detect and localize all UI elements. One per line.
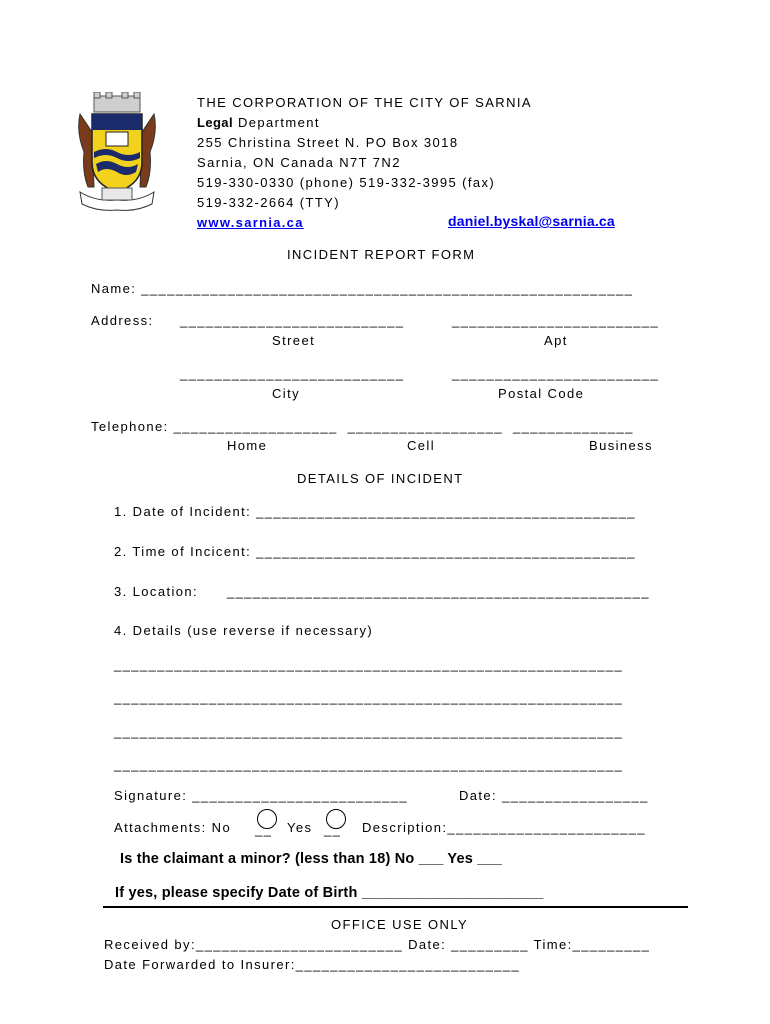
location-input[interactable]: _________________________________________________ <box>227 584 650 599</box>
attachments-no-label: Attachments: No <box>114 820 232 835</box>
postal-input[interactable]: ________________________ <box>452 366 660 381</box>
signature-field[interactable]: Signature: _________________________ <box>114 788 409 803</box>
incident-date-field[interactable]: 1. Date of Incident: ____________________________________________ <box>114 504 636 519</box>
postal-caption: Postal Code <box>498 386 585 401</box>
apt-caption: Apt <box>544 333 568 348</box>
incident-time-field[interactable]: 2. Time of Incicent: ____________________________________________ <box>114 544 636 559</box>
business-caption: Business <box>589 438 653 453</box>
form-title: INCIDENT REPORT FORM <box>287 247 476 262</box>
office-use-title: OFFICE USE ONLY <box>331 917 469 932</box>
department-bold: Legal <box>197 115 233 130</box>
city-input[interactable]: __________________________ <box>180 366 405 381</box>
minor-question[interactable]: Is the claimant a minor? (less than 18) No ___ Yes ___ <box>120 851 503 867</box>
attachments-no-blank: __ <box>255 822 273 837</box>
city-caption: City <box>272 386 300 401</box>
department <box>197 115 320 130</box>
received-by-field[interactable]: Received by:________________________ Date: _________ Time:_________ <box>104 937 651 952</box>
cell-caption: Cell <box>407 438 435 453</box>
attachments-yes-blank: __ <box>324 822 342 837</box>
description-field[interactable]: Description:_______________________ <box>362 820 646 835</box>
office-divider <box>103 906 688 908</box>
location-label: 3. Location: <box>114 584 199 599</box>
street-caption: Street <box>272 333 316 348</box>
email-link[interactable]: daniel.byskal@sarnia.ca <box>448 213 615 229</box>
website-link[interactable]: www.sarnia.ca <box>197 215 304 230</box>
phone-fax: 519-330-0330 (phone) 519-332-3995 (fax) <box>197 175 496 190</box>
signature-date-field[interactable]: Date: _________________ <box>459 788 649 803</box>
city-coat-of-arms-logo <box>76 92 158 214</box>
details-line[interactable]: ___________________________________________________________ <box>114 724 624 739</box>
forwarded-field[interactable]: Date Forwarded to Insurer:__________________________ <box>104 957 521 972</box>
details-line[interactable]: ___________________________________________________________ <box>114 657 624 672</box>
name-field[interactable]: Name: _________________________________________________________ <box>91 281 634 296</box>
address-line-1: 255 Christina Street N. PO Box 3018 <box>197 135 459 150</box>
details-line[interactable]: ___________________________________________________________ <box>114 757 624 772</box>
telephone-field[interactable]: Telephone: ___________________ __________________ ______________ <box>91 419 634 434</box>
details-line[interactable]: ___________________________________________________________ <box>114 690 624 705</box>
attachments-yes-label: Yes <box>287 820 313 835</box>
org-name: THE CORPORATION OF THE CITY OF SARNIA <box>197 95 532 110</box>
dob-field[interactable]: If yes, please specify Date of Birth ______________________ <box>115 885 544 901</box>
apt-input[interactable]: ________________________ <box>452 313 660 328</box>
department-rest: Department <box>232 115 320 130</box>
details-label: 4. Details (use reverse if necessary) <box>114 623 374 638</box>
home-caption: Home <box>227 438 268 453</box>
tty: 519-332-2664 (TTY) <box>197 195 340 210</box>
address-label: Address: <box>91 313 154 328</box>
address-line-2: Sarnia, ON Canada N7T 7N2 <box>197 155 401 170</box>
details-title: DETAILS OF INCIDENT <box>297 471 464 486</box>
street-input[interactable]: __________________________ <box>180 313 405 328</box>
